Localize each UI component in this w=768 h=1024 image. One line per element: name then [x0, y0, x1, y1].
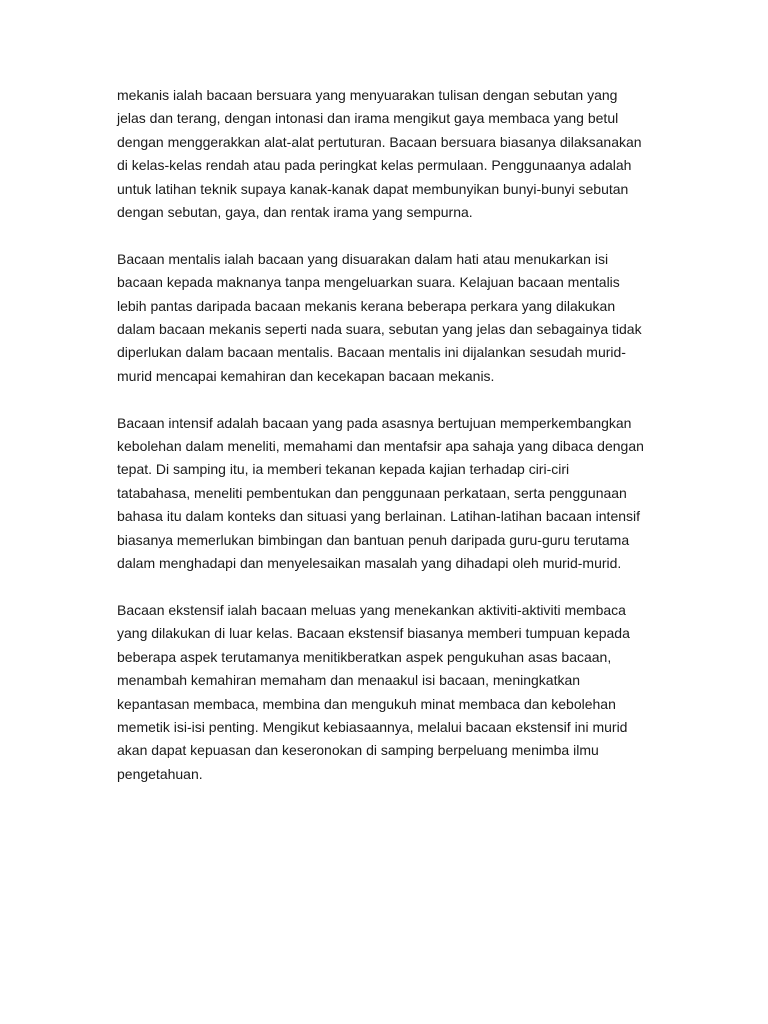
paragraph-bacaan-mentalis — [117, 248, 662, 388]
text-line: mekanis ialah bacaan bersuara yang menyuarakan tulisan dengan sebutan yang — [117, 87, 618, 103]
document-body — [117, 84, 662, 810]
text-line: tatabahasa, meneliti pembentukan dan penggunaan perkataan, serta penggunaan — [117, 484, 627, 501]
text-line: tepat. Di samping itu, ia memberi tekanan kepada kajian terhadap ciri-ciri — [117, 461, 570, 478]
text-line: dalam menghadapi dan menyelesaikan masalah yang dihadapi oleh murid-murid. — [117, 555, 622, 572]
paragraph-bacaan-mekanis — [117, 84, 662, 224]
text-line: untuk latihan teknik supaya kanak-kanak dapat membunyikan bunyi-bunyi sebutan — [117, 180, 629, 197]
text-line: beberapa aspek terutamanya menitikberatkan aspek pengukuhan asas bacaan, — [117, 648, 612, 665]
text-line: yang dilakukan di luar kelas. Bacaan ekstensif biasanya memberi tumpuan kepada — [117, 625, 630, 642]
text-line: memetik isi-isi penting. Mengikut kebiasaannya, melalui bacaan ekstensif ini murid — [117, 718, 628, 735]
text-line: murid mencapai kemahiran dan kecekapan bacaan mekanis. — [117, 367, 495, 384]
text-line: Bacaan intensif adalah bacaan yang pada asasnya bertujuan memperkembangkan — [117, 414, 632, 431]
text-line: jelas dan terang, dengan intonasi dan irama mengikut gaya membaca yang betul — [117, 110, 619, 127]
text-line: kepantasan membaca, membina dan mengukuh minat membaca dan kebolehan — [117, 695, 616, 712]
text-line: dalam bacaan mekanis seperti nada suara, sebutan yang jelas dan sebagainya tidak — [117, 321, 642, 338]
text-line: akan dapat kepuasan dan keseronokan di samping berpeluang menimba ilmu — [117, 742, 599, 759]
text-line: dengan menggerakkan alat-alat pertuturan. Bacaan bersuara biasanya dilaksanakan — [117, 133, 642, 150]
text-line: bacaan kepada maknanya tanpa mengeluarkan suara. Kelajuan bacaan mentalis — [117, 274, 620, 291]
text-line: Bacaan mentalis ialah bacaan yang disuarakan dalam hati atau menukarkan isi — [117, 250, 609, 267]
paragraph-bacaan-ekstensif — [117, 599, 662, 786]
text-line: menambah kemahiran memaham dan menaakul isi bacaan, meningkatkan — [117, 672, 581, 689]
text-line: diperlukan dalam bacaan mentalis. Bacaan mentalis ini dijalankan sesudah murid- — [117, 344, 626, 361]
text-line: pengetahuan. — [117, 765, 203, 782]
text-line: lebih pantas daripada bacaan mekanis kerana beberapa perkara yang dilakukan — [117, 297, 616, 314]
text-line: Bacaan ekstensif ialah bacaan meluas yang menekankan aktiviti-aktiviti membaca — [117, 601, 626, 618]
text-line: kebolehan dalam meneliti, memahami dan mentafsir apa sahaja yang dibaca dengan — [117, 438, 644, 455]
text-line: di kelas-kelas rendah atau pada peringkat kelas permulaan. Penggunaanya adalah — [117, 157, 632, 174]
text-line: dengan sebutan, gaya, dan rentak irama yang sempurna. — [117, 204, 473, 221]
text-line: biasanya memerlukan bimbingan dan bantuan penuh daripada guru-guru terutama — [117, 531, 630, 548]
text-line: bahasa itu dalam konteks dan situasi yang berlainan. Latihan-latihan bacaan intensif — [117, 508, 641, 525]
paragraph-bacaan-intensif — [117, 412, 662, 576]
